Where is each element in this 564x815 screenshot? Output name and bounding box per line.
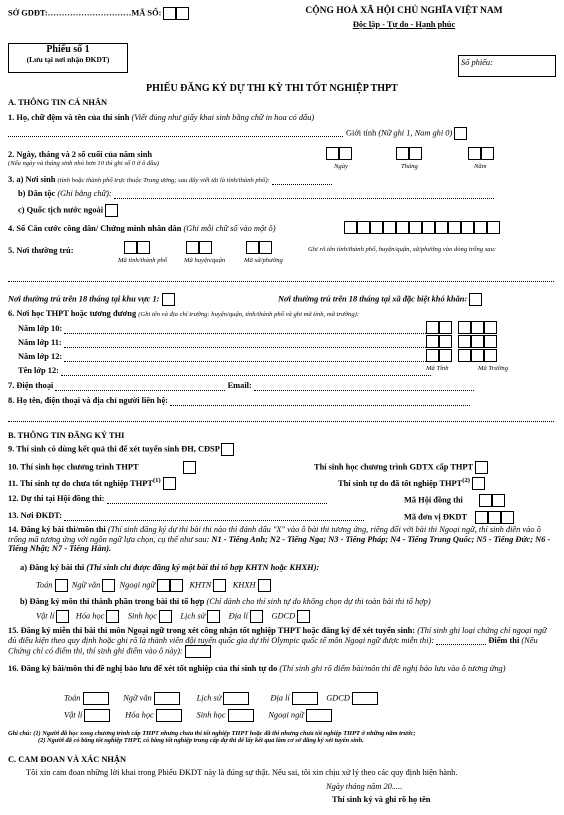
r2-sinh: Sinh học [196, 710, 226, 720]
truong-boxes-12[interactable] [426, 349, 497, 362]
ma-hdt [404, 494, 505, 507]
r2-vatli-box[interactable] [84, 709, 110, 722]
xa-dbkk-label: Nơi thường trú trên 18 tháng tại xã đặc biệt khó khăn: [278, 294, 468, 304]
q1-line[interactable] [8, 127, 343, 137]
r1-dia-box[interactable] [292, 692, 318, 705]
q3b [18, 189, 494, 199]
r2-items [64, 709, 332, 722]
a-khxh-box[interactable] [258, 579, 271, 592]
ma-dkdt-box-3[interactable] [501, 511, 514, 524]
nation-title: CỘNG HOÀ XÃ HỘI CHỦ NGHĨA VIỆT NAM [305, 6, 503, 16]
r2-sinh-box[interactable] [228, 709, 254, 722]
lop11 [18, 338, 434, 348]
email-label: Email: [227, 381, 252, 390]
q15 [8, 626, 556, 658]
q11-box[interactable] [163, 477, 176, 490]
ma-dkdt [404, 511, 514, 524]
b-su-box[interactable] [207, 610, 220, 623]
dob-month[interactable] [396, 147, 422, 160]
q5-line[interactable] [8, 272, 554, 282]
dob-day[interactable] [326, 147, 352, 160]
r2-hoa: Hóa học [125, 710, 154, 720]
q3b-note: (Ghi bằng chữ): [57, 189, 112, 198]
q14b-note: (Chỉ dành cho thí sinh tự do không chọn dự thi toàn bài thi tổ hợp) [206, 597, 431, 606]
ma-truong-label: Mã Trường [478, 365, 509, 372]
kv1-box[interactable] [162, 293, 175, 306]
b-vatli: Vật lí [36, 611, 55, 621]
q12-label: 12. Dự thi tại Hội đồng thi: [8, 494, 105, 503]
b-vatli-box[interactable] [56, 610, 69, 623]
q5-note: Ghi rõ tên tỉnh/thành phố, huyện/quận, xã/phường vào dòng trống sau: [308, 246, 497, 253]
q14b [20, 597, 431, 607]
q11b [338, 477, 485, 490]
form-title: PHIẾU ĐĂNG KÝ DỰ THI KỲ THI TỐT NGHIỆP THPT [146, 83, 398, 94]
registration-form [6, 3, 558, 809]
q11 [8, 477, 176, 490]
gender [346, 127, 467, 140]
a-khtn: KHTN [189, 580, 212, 590]
so-gddt [8, 7, 189, 20]
q3c [18, 204, 118, 217]
a-van-box[interactable] [102, 579, 115, 592]
diem-thi-label: Điểm thi [488, 635, 520, 645]
notes [8, 730, 556, 745]
diem-thi-box[interactable] [185, 645, 211, 658]
q13 [8, 511, 364, 521]
q13-label: 13. Nơi ĐKDT: [8, 511, 63, 520]
q10b-box[interactable] [475, 461, 488, 474]
a-nn: Ngoại ngữ [119, 580, 156, 590]
q8-label: 8. Họ tên, điện thoại và địa chỉ người liên hệ: [8, 396, 168, 405]
b-su: Lịch sử [180, 611, 206, 621]
motto: Độc lập - Tự do - Hạnh phúc [352, 20, 456, 29]
b-dia: Địa lí [228, 611, 248, 621]
r1-toan: Toán [64, 693, 81, 703]
b-dia-box[interactable] [250, 610, 263, 623]
r2-nn-box[interactable] [306, 709, 332, 722]
q6-note: (Ghi tên và địa chỉ trường: huyện/quận, tỉnh/thành phố và ghi mã tỉnh, mã trường): [138, 311, 360, 318]
kv1 [8, 293, 175, 306]
so-phieu-label: Số phiếu: [461, 58, 493, 67]
q14 [8, 525, 556, 554]
r1-toan-box[interactable] [83, 692, 109, 705]
q16-note: (Thí sinh ghi rõ điểm bài/môn thi đề nghị bảo lưu vào ô tương ứng) [279, 664, 506, 673]
q10-box[interactable] [183, 461, 196, 474]
note-1: (1) Người đã học xong chương trình cấp THPT nhưng chưa thi tốt nghiệp THPT hoặc đã thi nhưng chưa tốt nghiệp THPT ở những năm trước; [33, 730, 416, 737]
q8-line[interactable] [8, 412, 554, 422]
q14b-label: b) Đăng ký môn thi thành phần trong bài thi tổ hợp [20, 597, 205, 606]
q7-label: 7. Điện thoại [8, 381, 54, 390]
notes-label: Ghi chú: [8, 730, 32, 737]
kv1-label: Nơi thường trú trên 18 tháng tại khu vực 1: [8, 294, 160, 304]
date-line: Ngày tháng năm 20..... [326, 782, 403, 791]
xa-dbkk-box[interactable] [469, 293, 482, 306]
ma-so-box-1[interactable] [163, 7, 176, 20]
q10b-label: Thí sinh học chương trình GDTX cấp THPT [314, 462, 473, 472]
thang-label: Tháng [401, 163, 418, 170]
truong-boxes-10[interactable] [426, 321, 497, 334]
q8 [8, 396, 470, 406]
q4-label: 4. Số Căn cước công dân/ Chứng minh nhân dân [8, 224, 182, 233]
r1-gdcd: GDCD [326, 693, 350, 703]
a-nn-box-2[interactable] [170, 579, 183, 592]
gender-label: Giới tính [346, 128, 377, 138]
b-sinh-box[interactable] [159, 610, 172, 623]
q4-note: (Ghi mỗi chữ số vào một ô) [183, 224, 276, 233]
ma-dkdt-label: Mã đơn vị ĐKDT [404, 512, 467, 522]
ten-lop12-label: Tên lớp 12: [18, 366, 59, 375]
lop12-label: Năm lớp 12: [18, 352, 63, 361]
a-items [36, 579, 271, 592]
a-van: Ngữ văn [71, 580, 101, 590]
truong-boxes-11[interactable] [426, 335, 497, 348]
so-phieu-box[interactable] [458, 55, 556, 77]
q14a-label: a) Đăng ký bài thi [20, 563, 85, 572]
phieu-so: Phiếu số 1 [46, 44, 90, 55]
dob-year[interactable] [468, 147, 494, 160]
r1-dia: Địa lí [270, 693, 290, 703]
b-items [36, 610, 310, 623]
q15-label: 15. Đăng ký miễn thi bài thi môn Ngoại ngữ trong xét công nhận tốt nghiệp THPT hoặc đăng ký để xét tuyển sinh: [8, 626, 416, 635]
ma-dkdt-box-2[interactable] [488, 511, 501, 524]
q3a-label: 3. a) Nơi sinh [8, 175, 56, 184]
declaration-text: Tôi xin cam đoan những lời khai trong Phiếu ĐKDT này là đúng sự thật. Nếu sai, tôi xin chịu xử lý theo các quy định hiện hành. [26, 768, 458, 777]
q1 [8, 113, 314, 123]
r2-hoa-box[interactable] [156, 709, 182, 722]
q3a [8, 175, 332, 185]
q11b-sup: (2) [462, 477, 470, 484]
a-khxh: KHXH [232, 580, 256, 590]
q10-label: 10. Thí sinh học chương trình THPT [8, 462, 139, 472]
diem-note: (Nếu Chứng chỉ có điểm thi, thí sinh ghi điểm vào ô này): [8, 635, 538, 656]
lop10-label: Năm lớp 10: [18, 324, 63, 333]
q3c-label: c) Quốc tịch nước ngoài [18, 205, 104, 215]
ma-so-box-2[interactable] [176, 7, 189, 20]
r1-items [64, 692, 378, 705]
ma-hdt-label: Mã Hội đồng thi [404, 495, 463, 505]
section-a-title: A. THÔNG TIN CÁ NHÂN [8, 98, 108, 107]
lop11-label: Năm lớp 11: [18, 338, 62, 347]
q5-label: 5. Nơi thường trú: [8, 246, 74, 255]
q11-sup: (1) [152, 477, 161, 484]
gender-note: (Nữ ghi 1, Nam ghi 0) [378, 128, 453, 138]
q7 [8, 381, 474, 391]
q11b-box[interactable] [472, 477, 485, 490]
r2-nn: Ngoại ngữ [268, 710, 304, 720]
r1-van: Ngữ văn [123, 693, 152, 703]
ma-huyen-label: Mã huyện/quận [184, 257, 226, 264]
so-gddt-label: SỞ GDĐT:…………………………MÃ SỐ: [8, 8, 162, 18]
q9-box[interactable] [221, 443, 234, 456]
section-b-title: B. THÔNG TIN ĐĂNG KÝ THI [8, 431, 125, 440]
ma-xa-boxes[interactable] [246, 241, 272, 254]
r1-su-box[interactable] [223, 692, 249, 705]
a-toan-box[interactable] [55, 579, 68, 592]
r1-su: Lịch sử [196, 693, 222, 703]
q6 [8, 309, 359, 319]
q14-note: (Thí sinh đăng ký dự thi bài thi nào thì đánh dấu "X" vào ô bài thi tương ứng, riêng đối với bài thi Ngoại ngữ, thí sinh điền vào ô trống mã tương ứng với ngôn ngữ lựa chọn, cụ thể như sau: [8, 525, 541, 544]
ma-huyen-boxes[interactable] [186, 241, 212, 254]
ma-hdt-box-2[interactable] [492, 494, 505, 507]
q16 [8, 664, 556, 674]
ma-tinh-label: Mã tỉnh/thành phố [118, 257, 168, 264]
b-sinh: Sinh học [127, 611, 157, 621]
b-hoa: Hóa học [75, 611, 105, 621]
q2 [8, 150, 159, 167]
gender-box[interactable] [454, 127, 467, 140]
a-khtn-box[interactable] [213, 579, 226, 592]
q14-label: 14. Đăng ký bài thi/môn thi [8, 525, 106, 534]
q1-label: 1. Họ, chữ đệm và tên của thí sinh [8, 113, 130, 122]
q9-label: 9. Thí sinh có dùng kết quả thi để xét tuyển sinh ĐH, CĐSP [8, 444, 220, 454]
q14a-note: (Thí sinh chỉ được đăng ký một bài thi tổ hợp KHTN hoặc KHXH): [86, 563, 320, 572]
ten-lop12 [18, 366, 431, 376]
signature-label: Thí sinh ký và ghi rõ họ tên [332, 795, 431, 804]
ma-tinh-boxes[interactable] [124, 241, 150, 254]
ngay-label: Ngày [334, 163, 348, 170]
q10 [8, 461, 196, 474]
q3c-box[interactable] [105, 204, 118, 217]
ma-hdt-box-1[interactable] [479, 494, 492, 507]
q1-note: (Viết đúng như giấy khai sinh bằng chữ in hoa có dấu) [131, 113, 315, 122]
nam-label: Năm [474, 163, 487, 170]
q14-langs: N1 - Tiếng Anh; N2 - Tiếng Nga; N3 - Tiếng Pháp; N4 - Tiếng Trung Quốc; N5 - Tiếng Đức; N6 - Tiếng Nhật; N7 - Tiếng Hàn). [8, 534, 551, 554]
r1-van-box[interactable] [154, 692, 180, 705]
q3a-note: (tỉnh hoặc thành phố trực thuộc Trung ương; sau đây viết tắt là tỉnh/thành phố): [57, 177, 270, 184]
phieu-so-box [8, 43, 128, 73]
ma-dkdt-box-1[interactable] [475, 511, 488, 524]
b-gdcd-box[interactable] [297, 610, 310, 623]
xa-dbkk [278, 293, 482, 306]
q6-label: 6. Nơi học THPT hoặc tương đương [8, 309, 137, 318]
ma-xa-label: Mã xã/phường [244, 257, 283, 264]
q4 [8, 224, 276, 234]
lop10 [18, 324, 434, 334]
q2-note: (Nếu ngày và tháng sinh nhỏ hơn 10 thì ghi số 0 ở ô đầu) [8, 159, 159, 167]
q12 [8, 494, 327, 504]
q9 [8, 443, 234, 456]
q16-label: 16. Đăng ký bài/môn thi đề nghị bảo lưu để xét tốt nghiệp của thí sinh tự do [8, 664, 278, 673]
b-gdcd: GDCD [271, 611, 296, 621]
ma-tinh2-label: Mã Tỉnh [426, 365, 449, 372]
q11b-label: Thí sinh tự do đã tốt nghiệp THPT [338, 478, 463, 488]
r2-vatli: Vật lí [64, 710, 83, 720]
q3b-label: b) Dân tộc [18, 189, 56, 198]
cccd-boxes[interactable] [344, 221, 500, 234]
b-hoa-box[interactable] [106, 610, 119, 623]
q10b [314, 461, 488, 474]
note-2: (2) Người đã có bằng tốt nghiệp THPT, có bằng tốt nghiệp trung cấp dự thi để lấy kết quả làm cơ sở đăng ký xét tuyển sinh. [38, 737, 364, 745]
a-nn-box[interactable] [157, 579, 170, 592]
a-toan: Toán [36, 580, 53, 590]
q2-label: 2. Ngày, tháng và 2 số cuối của năm sinh [8, 150, 153, 159]
q14a [20, 563, 319, 573]
phieu-note: (Lưu tại nơi nhận ĐKDT) [26, 54, 110, 64]
q11-label: 11. Thí sinh tự do chưa tốt nghiệp THPT [8, 478, 153, 488]
lop12 [18, 352, 434, 362]
q15-note: (Thí sinh ghi loại chứng chỉ ngoại ngữ đủ điều kiện theo quy định hoặc ghi rõ là thành viên đội tuyển quốc gia dự thi Olympic quốc tế môn Ngoại ngữ được miễn thi): [8, 626, 547, 645]
r1-gdcd-box[interactable] [352, 692, 378, 705]
section-c-title: C. CAM ĐOAN VÀ XÁC NHẬN [8, 755, 127, 764]
